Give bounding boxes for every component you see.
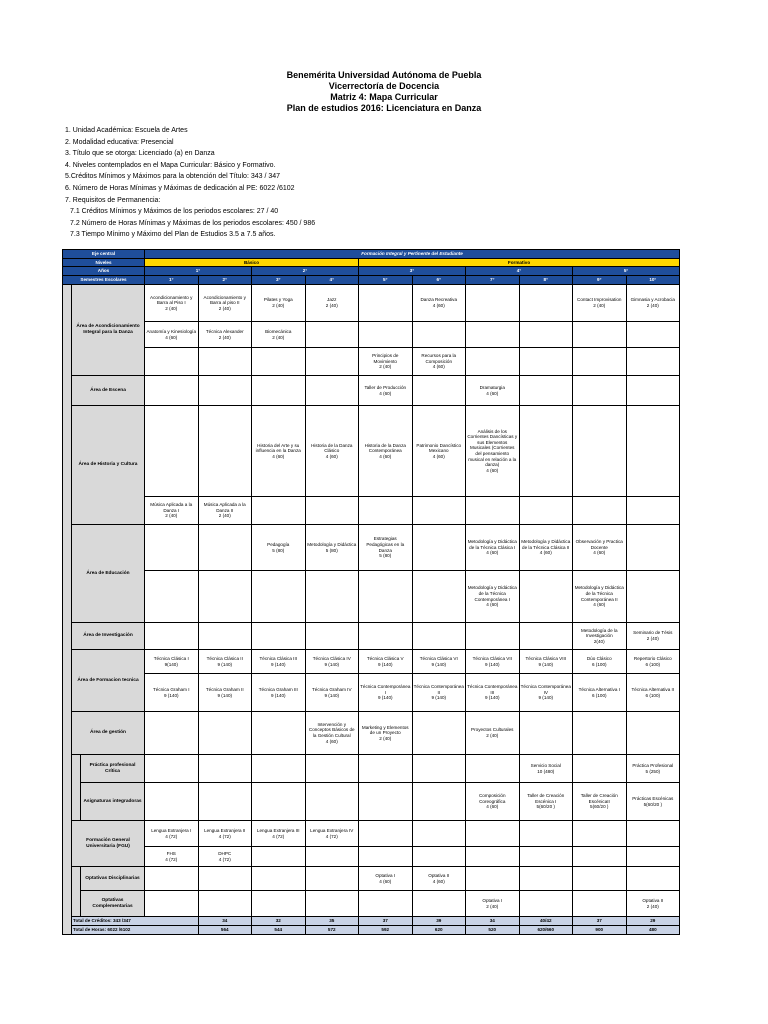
empty-cell <box>198 525 252 571</box>
empty-cell <box>519 712 573 755</box>
empty-cell <box>573 891 627 917</box>
empty-cell <box>573 712 627 755</box>
total-credits-label: Total de Créditos: 343 /347 <box>72 917 199 926</box>
course-cell: Técnica Contemporánea IV 9 (140) <box>519 674 573 712</box>
empty-cell <box>305 867 359 891</box>
anos-label: Años <box>63 267 145 276</box>
course-cell: Música Aplicada a la Danza I 2 (40) <box>145 497 199 525</box>
area-educacion: Área de Educación <box>72 525 145 623</box>
empty-cell <box>198 867 252 891</box>
eje-central-label: Eje central <box>63 250 145 259</box>
empty-cell <box>359 571 413 623</box>
course-cell: Técnica Graham II 9 (140) <box>198 674 252 712</box>
course-cell: Práctica Profesional 5 (250) <box>626 755 680 783</box>
course-cell: Técnica Clásica IV 9 (140) <box>305 650 359 674</box>
semester-header: 8° <box>519 276 573 285</box>
empty-cell <box>466 867 520 891</box>
course-cell: Técnica Graham III 9 (140) <box>252 674 306 712</box>
empty-cell <box>145 755 199 783</box>
course-cell: Dramaturgia 4 (60) <box>466 376 520 406</box>
requirement-item: 7.1 Créditos Mínimos y Máximos de los periodos escolares: 27 / 40 <box>70 208 279 216</box>
total-credits-cell: 34 <box>198 917 252 926</box>
empty-cell <box>573 867 627 891</box>
semester-header: 1° <box>145 276 199 285</box>
course-cell: Prácticas Escénicas 5(60/20 ) <box>626 783 680 821</box>
course-cell: Técnica Clásica VII 9 (140) <box>466 650 520 674</box>
requirement-item: 3. Título que se otorga: Licenciado (a) en Danza <box>65 150 215 158</box>
empty-cell <box>252 891 306 917</box>
table-row <box>63 674 680 712</box>
empty-cell <box>305 376 359 406</box>
course-cell: Pedagogía 5 (80) <box>252 525 306 571</box>
area-acondicionamiento: Área de Acondicionamiento Integral para la Danza <box>72 285 145 376</box>
table-row <box>63 891 680 917</box>
empty-cell <box>412 525 466 571</box>
header-row-niveles <box>63 259 680 267</box>
table-row <box>63 571 680 623</box>
empty-cell <box>305 348 359 376</box>
course-cell: Técnica Clásica VI 9 (140) <box>412 650 466 674</box>
course-cell: Proyectos Culturales 2 (40) <box>466 712 520 755</box>
course-cell: Historia de la Danza Clásico 4 (60) <box>305 406 359 497</box>
empty-cell <box>412 755 466 783</box>
empty-cell <box>359 322 413 348</box>
area-historia: Área de Historia y Cultura <box>72 406 145 525</box>
area-formacion-tecnica: Área de Formacion tecnica <box>72 650 145 712</box>
empty-cell <box>626 348 680 376</box>
area-investigacion: Área de Investigación <box>72 623 145 650</box>
empty-cell <box>466 348 520 376</box>
total-hours-row <box>63 926 680 935</box>
course-cell: Taller de Producción 4 (60) <box>359 376 413 406</box>
course-cell: Técnica Contemporánea II 9 (140) <box>412 674 466 712</box>
semester-header: 2° <box>198 276 252 285</box>
empty-cell <box>252 623 306 650</box>
empty-cell <box>466 322 520 348</box>
curricular-matrix-table <box>62 249 680 935</box>
empty-cell <box>466 847 520 867</box>
course-cell: Servicio Social 10 (480) <box>519 755 573 783</box>
empty-cell <box>252 847 306 867</box>
area-escena: Área de Escena <box>72 376 145 406</box>
course-cell: Anatomía y Kinesiología 4 (60) <box>145 322 199 348</box>
year-header: 4° <box>466 267 573 276</box>
empty-cell <box>359 847 413 867</box>
total-hours-cell: 620 <box>412 926 466 935</box>
empty-cell <box>626 406 680 497</box>
course-cell: Intervención y Conceptos Básicos de la Gestión Cultural 4 (60) <box>305 712 359 755</box>
empty-cell <box>466 497 520 525</box>
course-cell: Metodología y Didáctica de la Técnica Contemporánea II 4 (60) <box>573 571 627 623</box>
empty-cell <box>305 623 359 650</box>
empty-cell <box>519 322 573 348</box>
empty-cell <box>519 623 573 650</box>
course-cell: Metodología y Didáctica 5 (80) <box>305 525 359 571</box>
course-cell: Repertorio Clásico 6 (100) <box>626 650 680 674</box>
table-row <box>63 821 680 847</box>
empty-cell <box>626 571 680 623</box>
total-credits-cell: 32 <box>252 917 306 926</box>
course-cell: Estrategias Pedagógicas en la Danza 5 (80) <box>359 525 413 571</box>
empty-cell <box>252 497 306 525</box>
empty-cell <box>305 783 359 821</box>
nivel-formativo: Formativo <box>359 259 680 267</box>
empty-cell <box>573 847 627 867</box>
header-row-eje <box>63 250 680 259</box>
empty-cell <box>519 867 573 891</box>
plan-title: Plan de estudios 2016: Licenciatura en Danza <box>286 103 482 113</box>
table-row <box>63 322 680 348</box>
vicerrectoria: Vicerrectoría de Docencia <box>328 81 440 91</box>
empty-cell <box>198 891 252 917</box>
total-hours-cell: 592 <box>359 926 413 935</box>
course-cell: Acondicionamiento y Barra al piso II 2 (40) <box>198 285 252 322</box>
empty-cell <box>626 821 680 847</box>
optativas-label <box>72 867 81 917</box>
total-hours-cell: 564 <box>198 926 252 935</box>
table-row <box>63 650 680 674</box>
course-cell: Pilates y Yoga 2 (40) <box>252 285 306 322</box>
empty-cell <box>412 783 466 821</box>
requirements-list <box>65 125 665 241</box>
empty-cell <box>573 322 627 348</box>
course-cell: Principios de Movimiento 2 (40) <box>359 348 413 376</box>
header-row-semestres <box>63 276 680 285</box>
empty-cell <box>359 783 413 821</box>
course-cell: Patrimonio Dancístico Mexicano 4 (60) <box>412 406 466 497</box>
course-cell: Metodología y Didáctica de la Técnica Clásica II 4 (60) <box>519 525 573 571</box>
empty-cell <box>359 285 413 322</box>
empty-cell <box>252 755 306 783</box>
empty-cell <box>252 867 306 891</box>
empty-cell <box>198 755 252 783</box>
course-cell: Taller de Creación EscénicaII 5(60/20 ) <box>573 783 627 821</box>
total-hours-cell: 900 <box>573 926 627 935</box>
total-hours-label: Total de Horas: 6022 /6102 <box>72 926 199 935</box>
niveles-label: Niveles <box>63 259 145 267</box>
empty-cell <box>198 712 252 755</box>
total-hours-cell: 544 <box>252 926 306 935</box>
course-cell: Recursos para la Composición 4 (60) <box>412 348 466 376</box>
empty-cell <box>412 571 466 623</box>
empty-cell <box>305 571 359 623</box>
course-cell: Danza Recreativa 4 (60) <box>412 285 466 322</box>
table-row <box>63 712 680 755</box>
empty-cell <box>466 623 520 650</box>
total-hours-cell: 620/660 <box>519 926 573 935</box>
table-row <box>63 376 680 406</box>
empty-cell <box>573 755 627 783</box>
requirement-item: 1. Unidad Académica: Escuela de Artes <box>65 127 188 134</box>
course-cell: Optativa II 2 (40) <box>626 891 680 917</box>
course-cell: Lengua Extranjera II 4 (72) <box>198 821 252 847</box>
empty-cell <box>519 348 573 376</box>
empty-cell <box>519 406 573 497</box>
course-cell: Lengua Extranjera IV 4 (72) <box>305 821 359 847</box>
course-cell: Técnica Alternativa II 6 (100) <box>626 674 680 712</box>
course-cell: Seminario de Tésis 2 (40) <box>626 623 680 650</box>
year-header: 2° <box>252 267 359 276</box>
total-hours-cell: 572 <box>305 926 359 935</box>
empty-cell <box>252 712 306 755</box>
empty-cell <box>359 623 413 650</box>
table-row <box>63 348 680 376</box>
course-cell: Técnica Clásica II 9 (140) <box>198 650 252 674</box>
empty-cell <box>305 322 359 348</box>
empty-cell <box>412 322 466 348</box>
empty-cell <box>519 821 573 847</box>
empty-cell <box>252 348 306 376</box>
table-row <box>63 623 680 650</box>
table-row <box>63 406 680 497</box>
empty-cell <box>519 376 573 406</box>
semester-header: 7° <box>466 276 520 285</box>
empty-cell <box>359 891 413 917</box>
course-cell: Composición Coreográfica 4 (60) <box>466 783 520 821</box>
optativas-disciplinarias-label: Optativas Disciplinarias <box>81 867 145 891</box>
empty-cell <box>412 891 466 917</box>
course-cell: Técnica Contemporánea I 9 (140) <box>359 674 413 712</box>
empty-cell <box>519 285 573 322</box>
course-cell: Técnica Clásica V 9 (140) <box>359 650 413 674</box>
empty-cell <box>198 348 252 376</box>
course-cell: Historia del Arte y su influencia en la Danza 4 (60) <box>252 406 306 497</box>
semester-header: 3° <box>252 276 306 285</box>
empty-cell <box>412 623 466 650</box>
empty-cell <box>145 712 199 755</box>
empty-cell <box>145 376 199 406</box>
empty-cell <box>252 376 306 406</box>
course-cell: Dúo Clásico 6 (100) <box>573 650 627 674</box>
total-credits-cell: 37 <box>573 917 627 926</box>
empty-cell <box>359 755 413 783</box>
course-cell: Historia de la Danza Contemporánea 4 (60) <box>359 406 413 497</box>
requirement-item: 7.3 Tiempo Mínimo y Máximo del Plan de Estudios 3.5 a 7.5 años. <box>70 231 276 239</box>
course-cell: Técnica Contemporánea III 9 (140) <box>466 674 520 712</box>
table-row <box>63 525 680 571</box>
course-cell: Técnica Clásica III 9 (140) <box>252 650 306 674</box>
requirement-item: 7. Requisitos de Permanencia: <box>65 196 161 204</box>
course-cell: Metodología y Didáctica de la Técnica Contemporánea I 4 (60) <box>466 571 520 623</box>
total-credits-cell: 34 <box>466 917 520 926</box>
empty-cell <box>198 406 252 497</box>
total-hours-cell: 480 <box>626 926 680 935</box>
empty-cell <box>519 847 573 867</box>
empty-cell <box>626 322 680 348</box>
course-cell: Técnica Clásica VIII 9 (140) <box>519 650 573 674</box>
course-cell: Técnica Alternativa I 6 (100) <box>573 674 627 712</box>
course-cell: Técnica Graham I 9 (140) <box>145 674 199 712</box>
semester-header: 10° <box>626 276 680 285</box>
empty-cell <box>466 285 520 322</box>
year-header: 5° <box>573 267 680 276</box>
total-credits-cell: 40/42 <box>519 917 573 926</box>
empty-cell <box>145 406 199 497</box>
table-row <box>63 783 680 821</box>
course-cell: Observación y Practica Docente 4 (60) <box>573 525 627 571</box>
empty-cell <box>198 623 252 650</box>
empty-cell <box>519 891 573 917</box>
document-header <box>0 70 768 114</box>
empty-cell <box>252 783 306 821</box>
empty-cell <box>573 376 627 406</box>
empty-cell <box>145 867 199 891</box>
course-cell: Lengua Extranjera I 4 (72) <box>145 821 199 847</box>
area-fgu: Formación General Universitaria (FGU) <box>72 821 145 867</box>
requirement-item: 5.Créditos Mínimos y Máximos para la obtención del Título: 343 / 347 <box>65 173 281 181</box>
total-credits-cell: 29 <box>626 917 680 926</box>
course-cell: Técnica Clásica I 9(140) <box>145 650 199 674</box>
course-cell: Música Aplicada a la Danza II 2 (40) <box>198 497 252 525</box>
empty-cell <box>626 847 680 867</box>
empty-cell <box>412 847 466 867</box>
empty-cell <box>145 525 199 571</box>
course-cell: Biomecánica 2 (40) <box>252 322 306 348</box>
course-cell: Acondicionamiento y Barra al Piso I 2 (40) <box>145 285 199 322</box>
total-credits-row <box>63 917 680 926</box>
empty-cell <box>145 348 199 376</box>
table-row <box>63 867 680 891</box>
area-gestion: Área de gestión <box>72 712 145 755</box>
empty-cell <box>305 497 359 525</box>
course-cell: Optativa I 4 (60) <box>359 867 413 891</box>
requirement-item: 4. Niveles contemplados en el Mapa Curricular: Básico y Formativo. <box>65 161 276 169</box>
table-row <box>63 847 680 867</box>
empty-cell <box>198 571 252 623</box>
semester-header: 4° <box>305 276 359 285</box>
semester-header: 5° <box>359 276 413 285</box>
total-credits-cell: 37 <box>359 917 413 926</box>
year-header: 1° <box>145 267 252 276</box>
empty-cell <box>573 497 627 525</box>
header-row-anos <box>63 267 680 276</box>
empty-cell <box>198 783 252 821</box>
empty-cell <box>305 755 359 783</box>
eje-transversal-label <box>63 285 72 935</box>
eje-central-value: Formación Integral y Pertinente del Estudiante <box>145 250 680 259</box>
course-cell: Lengua Extranjera III 4 (72) <box>252 821 306 847</box>
matrix-title: Matriz 4: Mapa Curricular <box>330 92 438 102</box>
table-row <box>63 285 680 322</box>
asignaturas-integradoras-label: Asignaturas integradoras <box>81 783 145 821</box>
empty-cell <box>359 497 413 525</box>
course-cell: DHPC 4 (72) <box>198 847 252 867</box>
empty-cell <box>626 867 680 891</box>
empty-cell <box>412 376 466 406</box>
empty-cell <box>573 406 627 497</box>
semester-header: 6° <box>412 276 466 285</box>
course-cell: Técnica Graham IV 9 (140) <box>305 674 359 712</box>
empty-cell <box>359 821 413 847</box>
course-cell: Jazz 2 (40) <box>305 285 359 322</box>
requirement-item: 7.2 Número de Horas Mínimas y Máximas de los periodos escolares: 450 / 986 <box>70 219 316 227</box>
empty-cell <box>626 525 680 571</box>
course-cell: Marketing y Elementos de un Proyecto 2 (40) <box>359 712 413 755</box>
course-cell: Taller de Creación Escénica I 5(60/20 ) <box>519 783 573 821</box>
course-cell: Contact Improvisation 2 (40) <box>573 285 627 322</box>
empty-cell <box>573 821 627 847</box>
empty-cell <box>305 891 359 917</box>
empty-cell <box>519 571 573 623</box>
practica-profesional-label: Práctica profesional Crítica <box>81 755 145 783</box>
empty-cell <box>145 571 199 623</box>
semester-header: 9° <box>573 276 627 285</box>
course-cell: Metodología y Didáctica de la Técnica Clásica I 4 (60) <box>466 525 520 571</box>
empty-cell <box>252 571 306 623</box>
empty-cell <box>626 497 680 525</box>
empty-cell <box>466 755 520 783</box>
course-cell: Técnica Alexander 2 (40) <box>198 322 252 348</box>
course-cell: Gimnasia y Acrobacia 2 (40) <box>626 285 680 322</box>
empty-cell <box>519 497 573 525</box>
empty-cell <box>305 847 359 867</box>
table-row <box>63 497 680 525</box>
empty-cell <box>145 891 199 917</box>
empty-cell <box>145 623 199 650</box>
course-cell: Metodología de la Investigación 2(40) <box>573 623 627 650</box>
empty-cell <box>466 821 520 847</box>
empty-cell <box>198 376 252 406</box>
course-cell: Optativa I 2 (40) <box>466 891 520 917</box>
total-credits-cell: 35 <box>305 917 359 926</box>
course-cell: Optativa II 4 (60) <box>412 867 466 891</box>
semestres-label: Semestres Escolares <box>63 276 145 285</box>
requirement-item: 2. Modalidad educativa: Presencial <box>65 138 174 146</box>
nivel-basico: Básico <box>145 259 359 267</box>
total-hours-cell: 520 <box>466 926 520 935</box>
empty-cell <box>145 783 199 821</box>
requirement-item: 6. Número de Horas Mínimas y Máximas de dedicación al PE: 6022 /6102 <box>65 184 295 192</box>
optativas-complementarias-label: Optativas Complementarias <box>81 891 145 917</box>
total-credits-cell: 39 <box>412 917 466 926</box>
course-cell: FHS 4 (72) <box>145 847 199 867</box>
empty-cell <box>412 821 466 847</box>
empty-cell <box>573 348 627 376</box>
year-header: 3° <box>359 267 466 276</box>
empty-cell <box>412 712 466 755</box>
empty-cell <box>626 712 680 755</box>
table-row <box>63 755 680 783</box>
empty-cell <box>412 497 466 525</box>
area-integracion-label <box>72 755 81 821</box>
empty-cell <box>626 376 680 406</box>
university-name: Benemérita Universidad Autónoma de Puebla <box>286 70 482 80</box>
course-cell: Análisis de los Corrientes Dancísticas y sus Elementos Musicales (Corrientes del pensamiento musical en relación a la danza) 4 (60) <box>466 406 520 497</box>
